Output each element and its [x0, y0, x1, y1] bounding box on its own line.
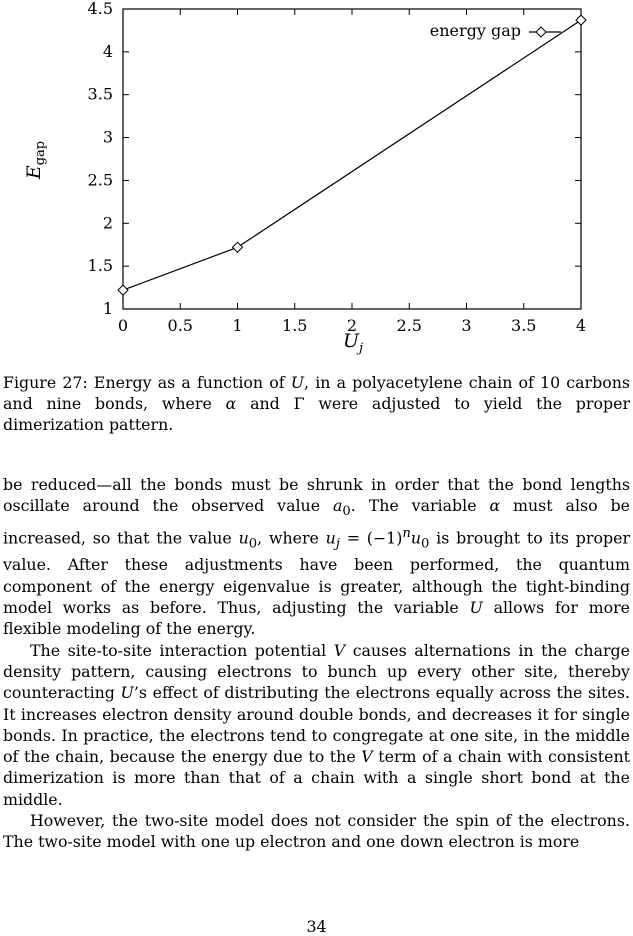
y-tick-label: 4.5	[87, 0, 113, 18]
x-tick-label: 4	[575, 316, 587, 335]
x-tick-label: 0	[117, 316, 129, 335]
figure-caption: Figure 27: Energy as a function of U, in a polyacetylene chain of 10 carbons and nine bonds, where α and Γ were adjusted to yield the proper dimerization pattern.	[3, 373, 630, 434]
paragraph-2: The site-to-site interaction potential V causes alternations in the charge density pattern, causing electrons to bunch up every other site, thereby counteracting U’s effect of distributing the electrons equally across the sites. It increases electron density around double bonds, and decreases it for single bonds. In practice, the electrons tend to congregate at one site, in the middle of the chain, because the energy due to the V term of a chain with consistent dimerization is more than that of a chain with a single short bond at the middle.	[3, 640, 630, 809]
x-tick-label: 1	[232, 316, 243, 335]
y-tick-label: 2.5	[87, 170, 113, 190]
y-tick-label: 4	[102, 41, 113, 61]
y-axis-label: $E_{gap}$	[23, 140, 48, 180]
y-tick-label: 1	[102, 299, 113, 318]
legend-marker	[536, 27, 546, 37]
x-tick-label: 3.5	[511, 316, 537, 335]
body-text	[3, 474, 630, 853]
x-tick-label: 1.5	[282, 316, 308, 335]
legend-entry-label: energy gap	[429, 21, 521, 40]
series-line	[123, 20, 581, 290]
y-tick-label: 2	[102, 213, 113, 233]
page-number: 34	[306, 917, 327, 936]
y-tick-label: 3	[102, 127, 113, 147]
x-tick-label: 2	[346, 316, 358, 335]
data-point	[576, 15, 586, 25]
paragraph-1: be reduced—all the bonds must be shrunk in order that the bond lengths oscillate around the observed value $a_0$. The variable α must also be increased, so that the value $u_0$, where $u_j = (-1)^nu_0$ is brought to its proper value. After these adjustments have been performed, the quantum component of the energy eigenvalue is greater, although the tight-binding model works as before. Thus, adjusting the variable U allows for more flexible modeling of the energy.	[3, 475, 630, 639]
x-tick-label: 2.5	[396, 316, 422, 335]
data-point	[118, 285, 128, 295]
y-tick-label: 3.5	[87, 84, 113, 104]
x-tick-label: 0.5	[167, 316, 193, 335]
y-tick-label: 1.5	[87, 256, 113, 276]
x-axis-label: $U_j$	[343, 330, 364, 356]
energy-gap-chart	[0, 0, 633, 360]
paragraph-3: However, the two-site model does not consider the spin of the electrons. The two-site model with one up electron and one down electron is more	[3, 811, 630, 852]
x-tick-label: 3	[461, 316, 472, 335]
data-point	[233, 242, 243, 252]
